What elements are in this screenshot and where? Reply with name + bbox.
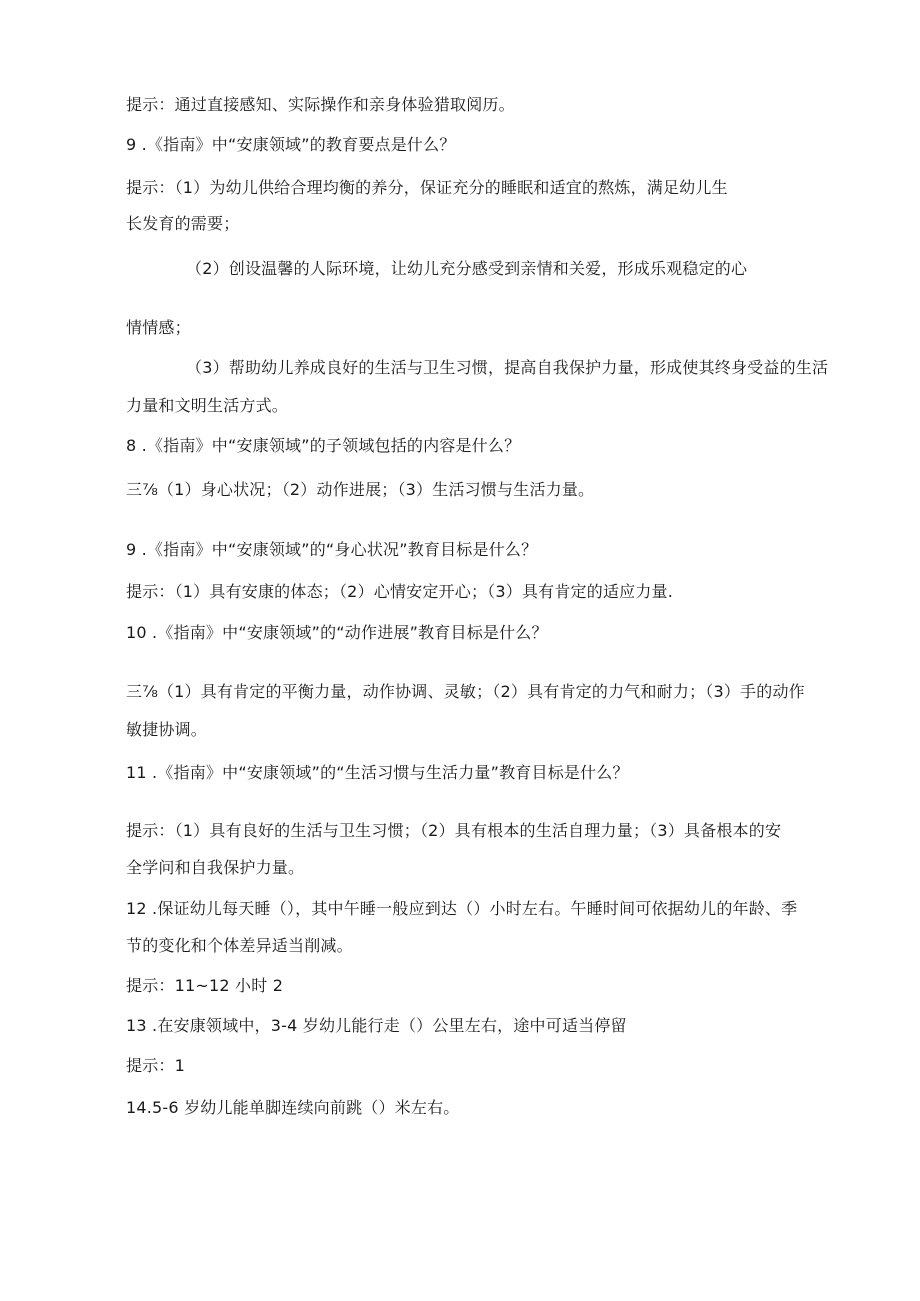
question-8-subdomains: 8 .《指南》中“安康领域”的子领域包括的内容是什么？ — [126, 436, 521, 455]
question-9-physical-mental: 9 .《指南》中“安康领域”的“身心状况”教育目标是什么？ — [126, 540, 538, 559]
question-10-movement: 10 .《指南》中“安康领域”的“动作进展”教育目标是什么？ — [126, 623, 548, 642]
hint-line: 提示：（1）为幼儿供给合理均衡的养分，保证充分的睡眠和适宜的熬炼，满足幼儿生 — [126, 178, 728, 197]
hint-line-continued: 全学问和自我保护力量。 — [126, 858, 305, 877]
answer-line-continued: 敏捷协调。 — [126, 720, 208, 739]
hint-item-2-continued: 情情感； — [126, 318, 191, 337]
question-12-sleep: 12 .保证幼儿每天睡（），其中午睡一般应到达（）小时左右。午睡时间可依据幼儿的年龄、季 — [126, 899, 798, 918]
question-11-habits: 11 .《指南》中“安康领域”的“生活习惯与生活力量”教育目标是什么？ — [126, 763, 629, 782]
hint-line: 提示：（1）具有安康的体态；（2）心情安定开心；（3）具有肯定的适应力量. — [126, 582, 674, 601]
hint-item-3: （3）帮助幼儿养成良好的生活与卫生习惯，提高自我保护力量，形成使其终身受益的生活 — [186, 358, 829, 377]
hint-item-3-continued: 力量和文明生活方式。 — [126, 396, 289, 415]
hint-line: 提示：通过直接感知、实际操作和亲身体验猎取阅历。 — [126, 95, 515, 114]
question-14-jumping: 14.5-6 岁幼儿能单脚连续向前跳（）米左右。 — [126, 1098, 460, 1117]
question-9-health-key-points: 9 .《指南》中“安康领域”的教育要点是什么？ — [126, 135, 456, 154]
hint-item-2: （2）创设温馨的人际环境，让幼儿充分感受到亲情和关爱，形成乐观稳定的心 — [186, 259, 748, 278]
hint-line: 提示：（1）具有良好的生活与卫生习惯；（2）具有根本的生活自理力量；（3）具备根本的安 — [126, 821, 782, 840]
question-12-continued: 节的变化和个体差异适当削减。 — [126, 936, 353, 955]
hint-line: 提示：11~12 小时 2 — [126, 976, 284, 995]
hint-line-continued: 长发育的需要； — [126, 214, 240, 233]
hint-line: 提示：1 — [126, 1056, 185, 1075]
answer-line: 三⅞（1）具有肯定的平衡力量，动作协调、灵敏；（2）具有肯定的力气和耐力；（3）手的动作 — [126, 682, 805, 701]
question-13-walking: 13 .在安康领域中，3-4 岁幼儿能行走（）公里左右，途中可适当停留 — [126, 1016, 627, 1035]
answer-line: 三⅞（1）身心状况；（2）动作进展；（3）生活习惯与生活力量。 — [126, 480, 595, 499]
